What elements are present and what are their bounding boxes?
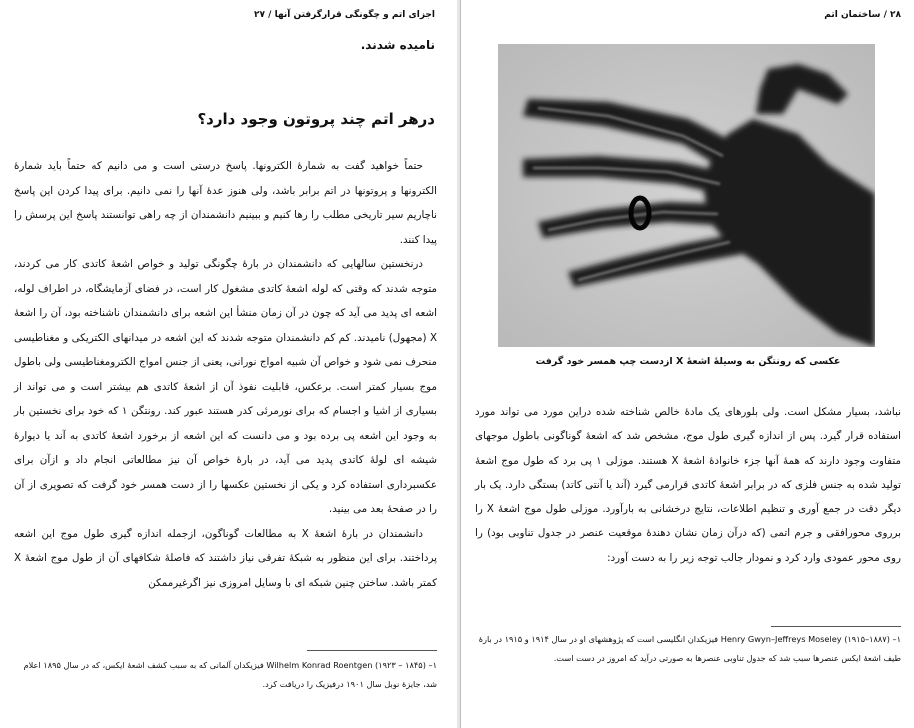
section-heading: درهر اتم چند پروتون وجود دارد؟ (197, 110, 435, 128)
body-text (475, 400, 901, 570)
xray-hand-photo (498, 44, 875, 347)
paragraph: حتماً خواهید گفت به شمارۀ الکترونها. پاسخ درستی است و می دانیم که حتماً باید شمارۀ الکترونها و پروتونها در اتم برابر باشد، ولی هنوز عدۀ آنها را نمی دانیم. برای پیدا کردن این پاسخ ناچاریم سیر تاریخی مطلب را رها کنیم و ببینیم دانشمندان از چه راهی توانستند پاسخ این پرسش را پیدا کنند. (14, 160, 437, 246)
paragraph: درنخستین سالهایی که دانشمندان در بارۀ چگونگی تولید و خواص اشعۀ کاتدی کار می کردند، متوجه شدند که وقتی که لوله اشعۀ کاتدی مشغول کار است، در فضای آزمایشگاه، در اطراف لوله، اشعه ای پدید می آید که چون در آن زمان منشأ این اشعه برای دانشمندان ناشناخته بود، آن را اشعۀ X (مجهول) نامیدند. کم کم دانشمندان متوجه شدند که این اشعه در میدانهای الکتریکی و مغناطیسی منحرف نمی شود و خواص آن شبیه امواج نورانی، یعنی از جنس امواج الکترومغناطیسی ولی باطول موج بسیار کمتر است. برعکس، قابلیت نفوذ آن از اشعۀ کاتدی هم بیشتر است و می تواند از بسیاری از اشیا و اجسام که برای نورمرئی کدر هستند عبور کند. رونتگن ۱ که خود برای نخستین بار به وجود این اشعه پی برده بود و می دانست که این اشعه از برخورد اشعۀ کاتدی به آند یا دیوارۀ شیشه ای لولۀ کاتدی پدید می آید، در بارۀ خواص آن نیز مطالعاتی انجام داد و ازآن برای عکسبرداری استفاده کرد و یکی از نخستین عکسها را از دست همسر خود گرفت که تصویری از آن را در صفحۀ بعد می بینید. (14, 258, 437, 515)
xray-hand-image (498, 44, 875, 347)
footnote-separator (771, 626, 901, 627)
body-text (14, 154, 437, 595)
footnote: ۱– Wilhelm Konrad Roentgen (۱۹۲۳ – ۱۸۴۵) فیزیکدان آلمانی که به سبب کشف اشعۀ ایکس، که در سال ۱۸۹۵ اعلام شد، جایزۀ نوبل سال ۱۹۰۱ درفیزیک را دریافت کرد. (23, 660, 437, 689)
paragraph: دانشمندان در بارۀ اشعۀ X به مطالعات گوناگون، ازجمله اندازه گیری طول موج این اشعه پرداختند. برای این منظور به شبکۀ تفرقی نیاز داشتند که فاصلۀ شکافهای آن از طول موج اشعۀ X کمتر باشد. ساختن چنین شبکه ای با وسایل امروزی نیز اگرغیرممکن (14, 527, 437, 589)
figure-caption: عکسی که رونتگن به وسیلۀ اشعۀ X ازدست چپ همسر خود گرفت (535, 356, 841, 367)
running-header: ۲۸ / ساختمان اتم (824, 10, 901, 20)
footnote-separator (307, 650, 437, 651)
page-28 (460, 0, 914, 728)
paragraph: نباشد، بسیار مشکل است. ولی بلورهای یک مادۀ خالص شناخته شده دراین مورد می تواند مورد استفاده قرار گیرد. پس از اندازه گیری طول موج، مشخص شد که اشعۀ گوناگونی باطول موجهای متفاوت وجود دارند که همۀ آنها جزء خانوادۀ اشعۀ X هستند. موزلی ۱ پی برد که طول موج اشعۀ تولید شده به جنس فلزی که در برابر اشعۀ کاتدی قرارمی گیرد (آند یا آنتی کاتد) بستگی دارد. یک بار دیگر دقت در جمع آوری و تنظیم اطلاعات، نتایج درخشانی به بارآورد. موزلی طول موج اشعۀ X را برروی محورافقی و جرم اتمی (که درآن زمان نشان دهندۀ موقعیت عنصر در جدول تناوبی بود) را روی محور عمودی وارد کرد و نمودار جالب توجه زیر را به دست آورد: (475, 406, 902, 564)
footnote: ۱– Henry Gwyn–Jeffreys Moseley (۱۹۱۵–۱۸۸۷) فیزیکدان انگلیسی است که پژوهشهای او در سال ۱۹۱۴ و ۱۹۱۵ در بارۀ طیف اشعۀ ایکس عنصرها سبب شد که جدول تناوبی عنصرها به صورتی درآید که امروز در دست است. (478, 634, 901, 663)
continuation-line: نامیده شدند. (360, 38, 435, 52)
running-header: اجزای اتم و چگونگی قرارگرفتن آنها / ۲۷ (254, 10, 435, 20)
